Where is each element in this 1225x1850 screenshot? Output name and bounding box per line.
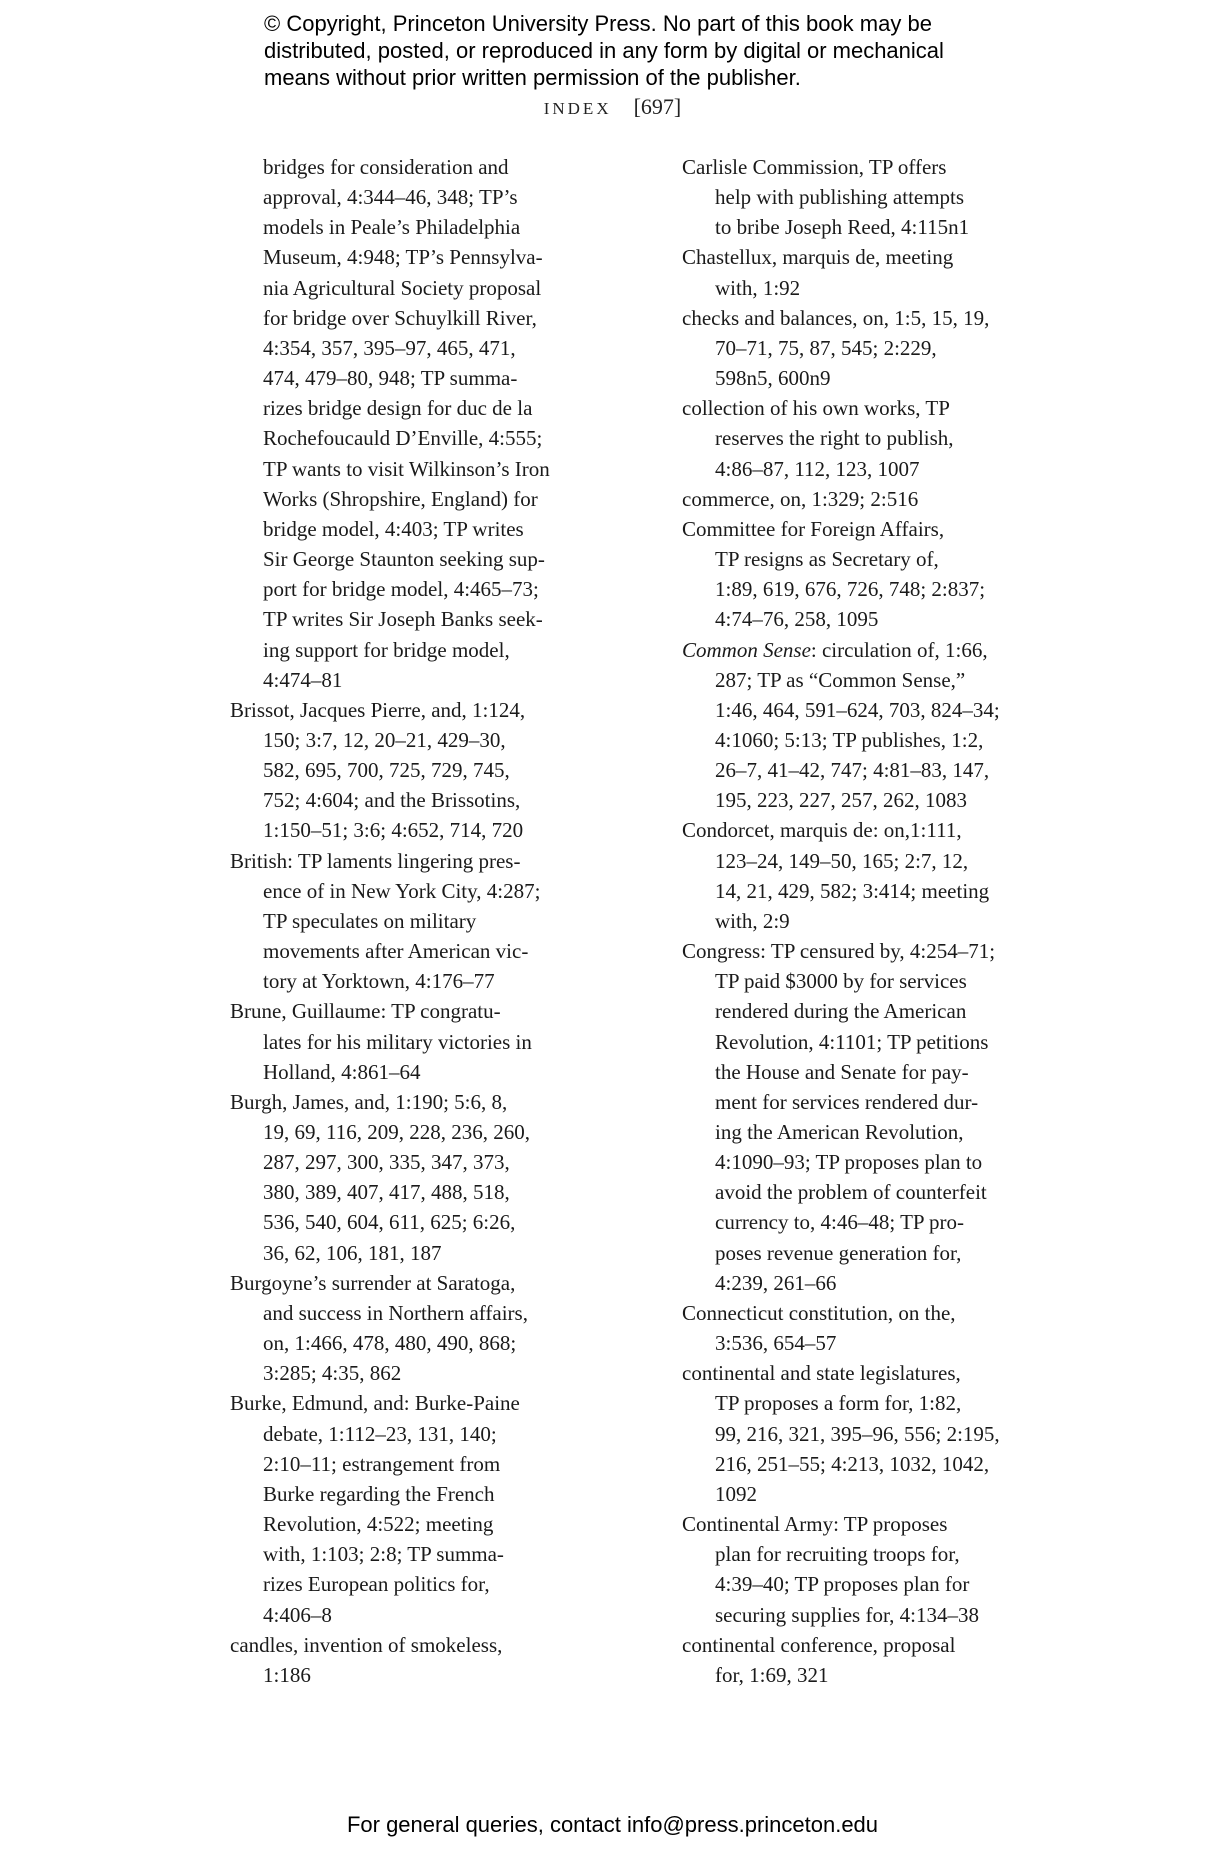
index-entry-line: Congress: TP censured by, 4:254–71; [682, 939, 996, 964]
index-entry-line: rendered during the American [715, 999, 967, 1024]
index-entry-line: 195, 223, 227, 257, 262, 1083 [715, 788, 967, 813]
index-entry [682, 303, 1042, 393]
index-entry-line: reserves the right to publish, [715, 426, 954, 451]
index-entry-line: checks and balances, on, 1:5, 15, 19, [682, 305, 990, 330]
index-entry-line: collection of his own works, TP [682, 396, 950, 421]
index-entry-line: and success in Northern affairs, [263, 1300, 528, 1325]
index-entry-line: the House and Senate for pay- [715, 1059, 969, 1084]
index-entry-line: 123–24, 149–50, 165; 2:7, 12, [715, 848, 969, 873]
index-entry-line: Committee for Foreign Affairs, [682, 516, 945, 541]
index-entry [682, 635, 1042, 816]
index-entry-line: Condorcet, marquis de: on,1:111, [682, 818, 962, 843]
index-entry-line: 598n5, 600n9 [715, 366, 831, 391]
index-entry-line: Revolution, 4:1101; TP petitions [715, 1029, 989, 1054]
index-entry [682, 1298, 1042, 1358]
index-entry [230, 846, 590, 997]
index-entry [230, 152, 590, 695]
index-entry-line: poses revenue generation for, [715, 1240, 962, 1265]
index-entry [682, 484, 1042, 514]
index-entry-line: 536, 540, 604, 611, 625; 6:26, [263, 1210, 516, 1235]
index-entry-line: 99, 216, 321, 395–96, 556; 2:195, [715, 1421, 1000, 1446]
index-entry-line: movements after American vic- [263, 939, 529, 964]
index-entry-line: Continental Army: TP proposes [682, 1512, 948, 1537]
index-entry-line: 287; TP as “Common Sense,” [715, 667, 966, 692]
page-number: [697] [633, 94, 682, 119]
index-entry-line: 36, 62, 106, 181, 187 [263, 1240, 442, 1265]
copyright-notice [264, 10, 1024, 91]
index-entry-line: ence of in New York City, 4:287; [263, 878, 541, 903]
index-entry-line: 1:46, 464, 591–624, 703, 824–34; [715, 697, 1000, 722]
copyright-line: means without prior written permission of the publisher. [264, 65, 801, 90]
index-entry-line: 4:39–40; TP proposes plan for [715, 1572, 970, 1597]
index-entry [682, 815, 1042, 936]
index-entry-line: 4:354, 357, 395–97, 465, 471, [263, 335, 516, 360]
index-entry-line: ing the American Revolution, [715, 1120, 964, 1144]
index-entry-line: rizes bridge design for duc de la [263, 396, 533, 421]
copyright-line: © Copyright, Princeton University Press. No part of this book may be [264, 11, 932, 36]
index-entry [682, 936, 1042, 1298]
index-entry-line: continental conference, proposal [682, 1632, 956, 1657]
index-entry [682, 152, 1042, 242]
index-entry-line: plan for recruiting troops for, [715, 1542, 960, 1567]
running-head [0, 94, 1225, 122]
index-entry-line: securing supplies for, 4:134–38 [715, 1602, 979, 1627]
index-entry-line: 4:239, 261–66 [715, 1270, 837, 1295]
index-entry-text: : circulation of, 1:66, [810, 637, 988, 662]
index-entry-line: 19, 69, 116, 209, 228, 236, 260, [263, 1120, 530, 1144]
index-entry-line: Chastellux, marquis de, meeting [682, 245, 954, 270]
index-entry-line: 1092 [715, 1481, 757, 1506]
index-entry-line: 4:474–81 [263, 667, 343, 692]
index-entry-line: Revolution, 4:522; meeting [263, 1512, 494, 1537]
index-entry-line: port for bridge model, 4:465–73; [263, 577, 539, 602]
index-entry-line: TP speculates on military [263, 908, 477, 933]
index-column-right [682, 152, 1042, 1690]
index-entry-line [682, 635, 1042, 665]
index-entry-line: Works (Shropshire, England) for [263, 486, 538, 511]
index-entry-line: Burgh, James, and, 1:190; 5:6, 8, [230, 1089, 508, 1114]
index-entry-line: TP resigns as Secretary of, [715, 547, 939, 572]
index-entry-line: Holland, 4:861–64 [263, 1059, 421, 1084]
index-entry-line: 474, 479–80, 948; TP summa- [263, 366, 518, 391]
index-entry-line: for bridge over Schuylkill River, [263, 305, 537, 330]
index-entry-line: for, 1:69, 321 [715, 1662, 829, 1687]
copyright-line: distributed, posted, or reproduced in any form by digital or mechanical [264, 38, 944, 63]
index-entry-line: 1:89, 619, 676, 726, 748; 2:837; [715, 577, 986, 602]
index-entry-line: 2:10–11; estrangement from [263, 1451, 501, 1476]
index-entry-line: help with publishing attempts [715, 185, 965, 210]
index-entry-line: 216, 251–55; 4:213, 1032, 1042, [715, 1451, 990, 1476]
index-entry-line: lates for his military victories in [263, 1029, 532, 1054]
italic-title: Common Sense [682, 637, 811, 662]
index-entry-line: to bribe Joseph Reed, 4:115n1 [715, 215, 970, 240]
index-entry-line: candles, invention of smokeless, [230, 1632, 503, 1657]
index-entry-line: 4:406–8 [263, 1602, 332, 1627]
footer-contact: For general queries, contact info@press.princeton.edu [346, 1812, 879, 1837]
index-entry [682, 1630, 1042, 1690]
index-entry [230, 1087, 590, 1268]
index-entry-line: TP paid $3000 by for services [715, 969, 967, 994]
index-entry-line: TP proposes a form for, 1:82, [715, 1391, 962, 1416]
index-entry-line: British: TP laments lingering pres- [230, 848, 521, 873]
index-entry-line: 4:74–76, 258, 1095 [715, 607, 879, 632]
index-entry-line: Museum, 4:948; TP’s Pennsylva- [263, 245, 543, 270]
index-entry-line: with, 1:92 [715, 275, 801, 300]
index-entry-line: 3:285; 4:35, 862 [263, 1361, 402, 1386]
index-entry-line: 26–7, 41–42, 747; 4:81–83, 147, [715, 758, 990, 783]
index-entry [230, 1388, 590, 1629]
index-entry [682, 1358, 1042, 1509]
index-entry-line: 380, 389, 407, 417, 488, 518, [263, 1180, 510, 1205]
index-entry-line: Burke regarding the French [263, 1481, 495, 1506]
index-entry-line: with, 2:9 [715, 908, 790, 933]
index-entry [230, 1630, 590, 1690]
index-entry-line: with, 1:103; 2:8; TP summa- [263, 1542, 504, 1567]
index-entry-line: Brissot, Jacques Pierre, and, 1:124, [230, 697, 526, 722]
index-entry-line: 287, 297, 300, 335, 347, 373, [263, 1150, 510, 1175]
index-entry-line: bridges for consideration and [263, 155, 509, 179]
index-entry-line: ing support for bridge model, [263, 637, 510, 662]
index-entry-line: Sir George Staunton seeking sup- [263, 547, 545, 572]
index-entry [682, 514, 1042, 635]
index-entry-line: currency to, 4:46–48; TP pro- [715, 1210, 965, 1235]
index-entry-line: Burke, Edmund, and: Burke-Paine [230, 1391, 520, 1416]
index-entry-line: 752; 4:604; and the Brissotins, [263, 788, 521, 813]
index-entry-line: TP writes Sir Joseph Banks seek- [263, 607, 543, 632]
index-entry [230, 1268, 590, 1389]
index-entry-line: bridge model, 4:403; TP writes [263, 516, 524, 541]
index-entry [682, 1509, 1042, 1630]
index-entry-line: Connecticut constitution, on the, [682, 1300, 956, 1325]
index-entry-line: approval, 4:344–46, 348; TP’s [263, 185, 518, 210]
index-entry-line: rizes European politics for, [263, 1572, 490, 1597]
index-entry [230, 695, 590, 846]
index-entry-line: debate, 1:112–23, 131, 140; [263, 1421, 497, 1446]
index-entry-line: 70–71, 75, 87, 545; 2:229, [715, 335, 937, 360]
index-entry-line: 1:186 [263, 1662, 311, 1687]
index-entry [682, 242, 1042, 302]
index-entry-line: nia Agricultural Society proposal [263, 275, 542, 300]
index-entry [230, 996, 590, 1086]
index-entry-line: tory at Yorktown, 4:176–77 [263, 969, 495, 994]
index-entry-line: ment for services rendered dur- [715, 1089, 979, 1114]
index-entry-line: on, 1:466, 478, 480, 490, 868; [263, 1331, 517, 1356]
index-entry-line: 3:536, 654–57 [715, 1331, 837, 1356]
index-entry-line: TP wants to visit Wilkinson’s Iron [263, 456, 550, 481]
index-entry-line: 4:1090–93; TP proposes plan to [715, 1150, 983, 1175]
index-entry-line: 150; 3:7, 12, 20–21, 429–30, [263, 727, 506, 752]
index-entry-line: 4:86–87, 112, 123, 1007 [715, 456, 920, 481]
index-column-left [230, 152, 590, 1690]
index-entry-line: Brune, Guillaume: TP congratu- [230, 999, 501, 1024]
index-entry-line: Rochefoucauld D’Enville, 4:555; [263, 426, 543, 451]
index-entry-line: commerce, on, 1:329; 2:516 [682, 486, 919, 511]
index-entry [682, 393, 1042, 483]
index-entry-line: avoid the problem of counterfeit [715, 1180, 987, 1205]
index-entry-line: Burgoyne’s surrender at Saratoga, [230, 1270, 516, 1295]
running-head-label: INDEX [543, 99, 612, 118]
index-entry-line: continental and state legislatures, [682, 1361, 961, 1386]
index-entry-line: 1:150–51; 3:6; 4:652, 714, 720 [263, 818, 524, 843]
index-entry-line: Carlisle Commission, TP offers [682, 155, 947, 179]
index-entry-line: 4:1060; 5:13; TP publishes, 1:2, [715, 727, 984, 752]
index-entry-line: 582, 695, 700, 725, 729, 745, [263, 758, 510, 783]
index-entry-line: models in Peale’s Philadelphia [263, 215, 521, 240]
index-entry-line: 14, 21, 429, 582; 3:414; meeting [715, 878, 990, 903]
